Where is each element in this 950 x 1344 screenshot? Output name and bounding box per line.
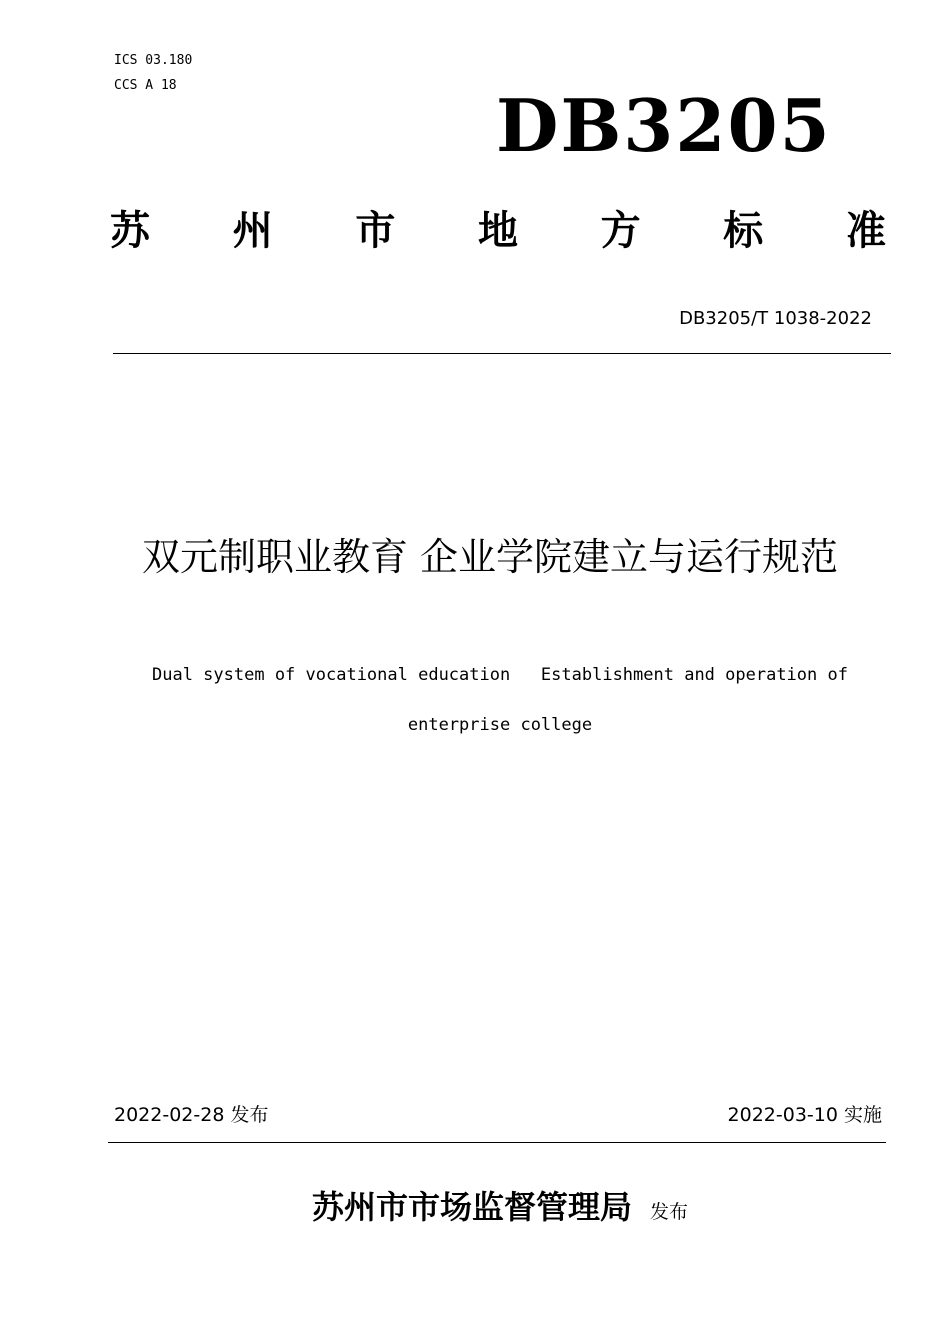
header-divider xyxy=(113,353,891,354)
standard-category xyxy=(110,206,886,256)
english-title-line: enterprise college xyxy=(407,715,593,735)
footer-divider xyxy=(108,1142,886,1143)
publisher-name: 苏州市市场监督管理局 xyxy=(311,1188,632,1226)
publisher xyxy=(100,1180,900,1234)
document-title-english xyxy=(60,650,940,750)
english-title-line: Dual system of vocational education Establishment and operation of xyxy=(152,665,848,685)
ccs-code: CCS A 18 xyxy=(114,78,177,93)
standard-number: DB3205/T 1038-2022 xyxy=(679,308,872,329)
document-title-chinese: 双元制职业教育 企业学院建立与运行规范 xyxy=(141,535,839,579)
implementation-date: 2022-03-10 实施 xyxy=(727,1104,882,1126)
standard-code-heading: DB3205 xyxy=(496,83,832,168)
category-char: 苏 xyxy=(110,207,150,254)
category-char: 州 xyxy=(232,207,273,254)
category-char: 标 xyxy=(723,207,764,254)
issue-date: 2022-02-28 发布 xyxy=(114,1104,269,1126)
publisher-suffix: 发布 xyxy=(650,1201,689,1223)
ics-code: ICS 03.180 xyxy=(114,53,193,68)
category-char: 市 xyxy=(355,207,396,254)
category-char: 地 xyxy=(477,207,518,254)
classification-codes xyxy=(114,48,192,98)
category-char: 方 xyxy=(600,207,641,254)
category-char: 准 xyxy=(845,207,886,254)
